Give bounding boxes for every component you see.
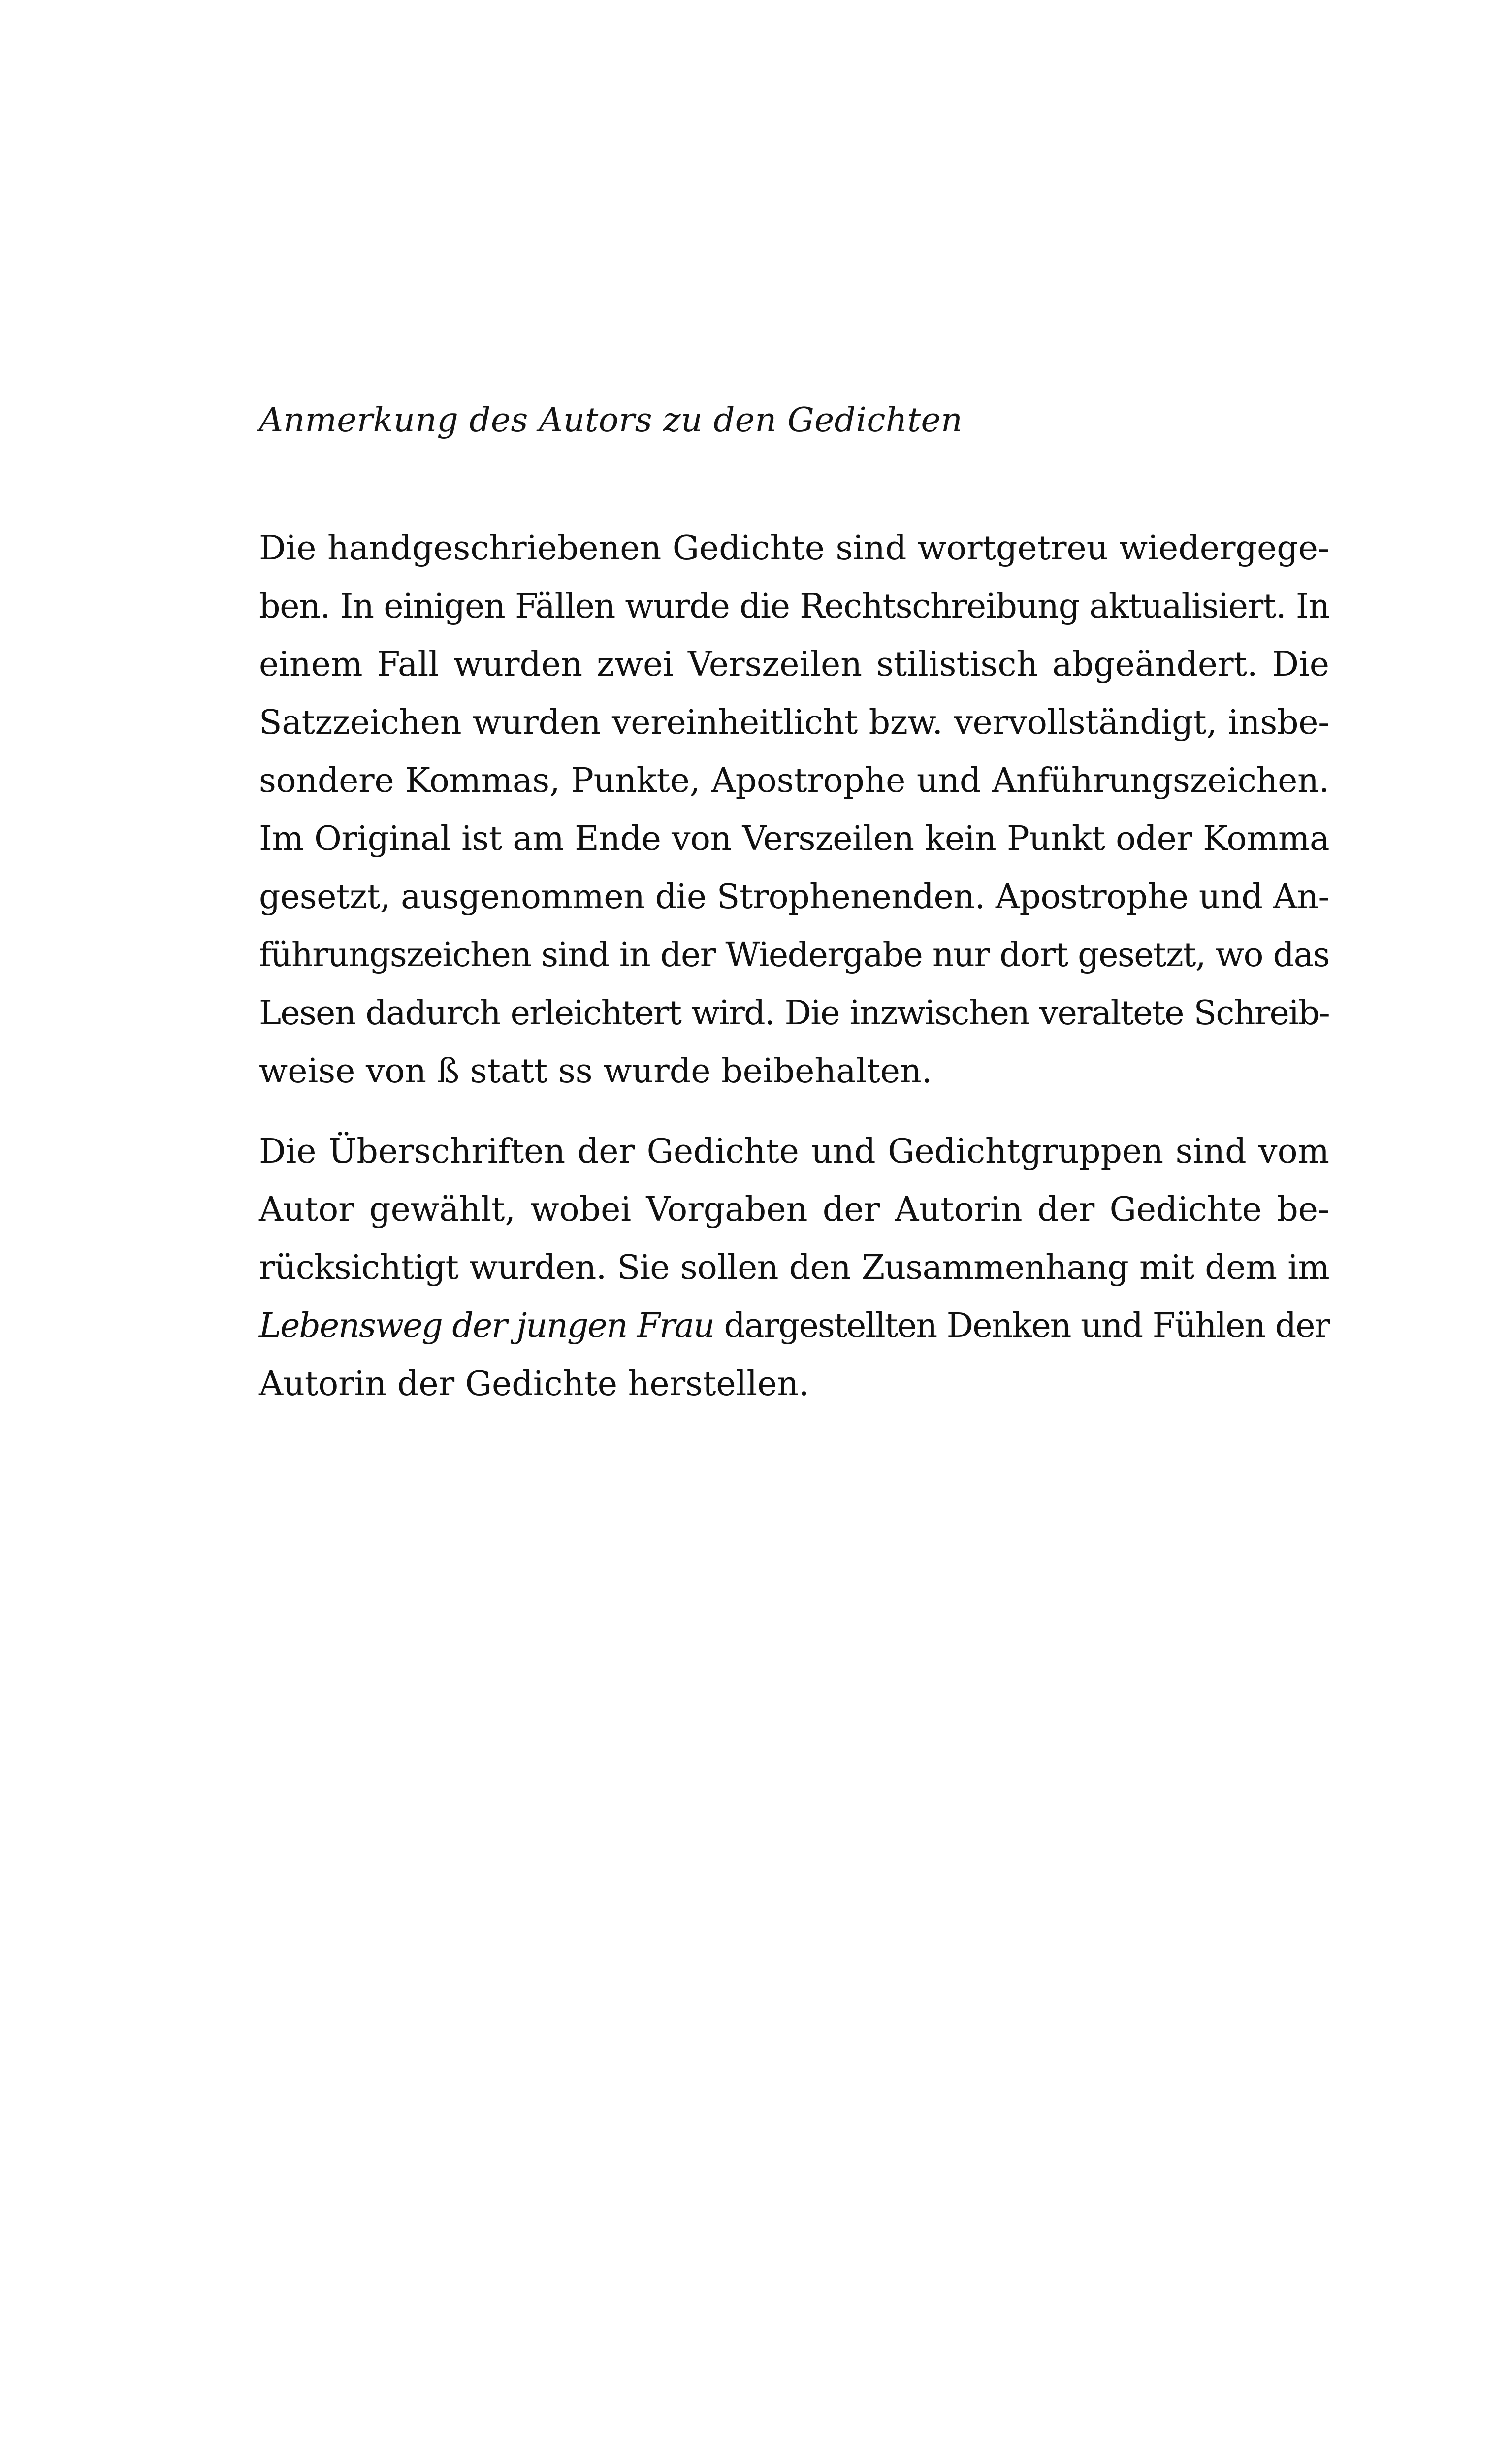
text-line: Die Überschriften der Gedichte und Gedichtgruppen sind vom <box>259 1132 1329 1171</box>
text-line: Im Original ist am Ende von Verszeilen kein Punkt oder Komma <box>259 819 1329 858</box>
text-line: Autorin der Gedichte herstellen. <box>259 1365 809 1403</box>
text-line: sondere Kommas, Punkte, Apostrophe und Anführungszeichen. <box>259 761 1329 800</box>
paragraph-2 <box>259 1123 1329 1413</box>
text-line: Die handgeschriebenen Gedichte sind wortgetreu wiedergege- <box>259 529 1329 568</box>
text-line: weise von ß statt ss wurde beibehalten. <box>259 1052 933 1091</box>
text-line: rücksichtigt wurden. Sie sollen den Zusammenhang mit dem im <box>259 1248 1329 1287</box>
text-line: gesetzt, ausgenommen die Strophenenden. Apostrophe und An- <box>259 878 1329 916</box>
text-line-with-title <box>259 1297 1329 1355</box>
text-line: einem Fall wurden zwei Verszeilen stilistisch abgeändert. Die <box>259 645 1329 684</box>
body-text <box>259 520 1329 1413</box>
text-line: ben. In einigen Fällen wurde die Rechtschreibung aktualisiert. In <box>259 587 1329 626</box>
text-line: Satzzeichen wurden vereinheitlicht bzw. vervollständigt, insbe- <box>259 703 1329 742</box>
text-line: Autor gewählt, wobei Vorgaben der Autorin der Gedichte be- <box>259 1190 1329 1229</box>
text-line: führungszeichen sind in der Wiedergabe nur dort gesetzt, wo das <box>259 936 1329 975</box>
text-line: Lesen dadurch erleichtert wird. Die inzwischen veraltete Schreib- <box>259 994 1329 1033</box>
italic-book-title: Lebensweg der jungen Frau <box>259 1306 714 1345</box>
paragraph-1 <box>259 520 1329 1101</box>
page-heading: Anmerkung des Autors zu den Gedichten <box>259 401 963 440</box>
text-segment: dargestellten Denken und Fühlen der <box>724 1306 1329 1345</box>
